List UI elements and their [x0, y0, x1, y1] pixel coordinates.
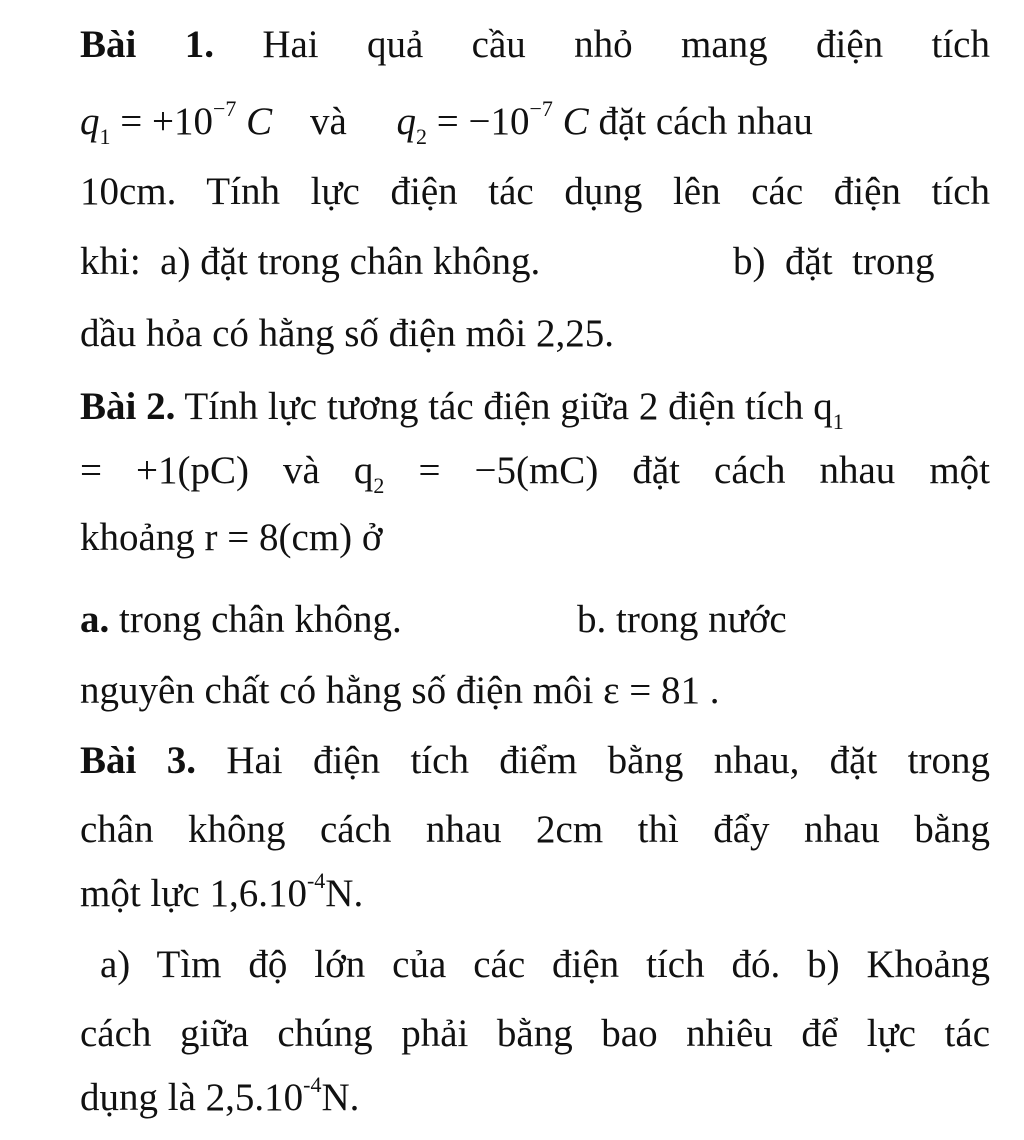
bai3-line-5	[80, 1010, 990, 1058]
bai3-line-2	[80, 806, 990, 854]
bai1-line-4	[80, 238, 990, 286]
bai1-text-1: Hai quả cầu nhỏ mang điện tích	[262, 23, 990, 66]
q2-value: = −10	[436, 100, 530, 143]
bai2-q2-subscript: 2	[373, 473, 385, 498]
bai1-line-3	[80, 168, 990, 216]
q2-unit: C	[562, 100, 589, 143]
q1-formula	[80, 96, 273, 149]
q2-exponent: −7	[529, 96, 553, 121]
bai2-text-3: khoảng r = 8(cm) ở	[80, 516, 383, 559]
q2-formula	[396, 96, 589, 149]
bai3-line-4	[100, 941, 990, 989]
bai2-text-2b: = −5(mC) đặt cách nhau một	[418, 449, 991, 492]
bai3-text-4: a) Tìm độ lớn của các điện tích đó. b) Khoảng	[100, 943, 990, 986]
bai3-text-1: Hai điện tích điểm bằng nhau, đặt trong	[226, 739, 990, 782]
bai3-text-2: chân không cách nhau 2cm thì đẩy nhau bằng	[80, 808, 990, 851]
bai1-part-b: b) đặt trong	[733, 240, 935, 283]
bai1-line-5	[80, 310, 990, 358]
bai2-part-a-text: trong chân không.	[119, 598, 402, 641]
bai3-exponent-2: -4	[303, 1072, 322, 1097]
bai3-text-6a: dụng là 2,5.10	[80, 1076, 304, 1119]
bai1-text-2: đặt cách nhau	[598, 100, 813, 143]
q1-exponent: −7	[213, 96, 237, 121]
bai1-line-1	[80, 21, 990, 69]
q2-subscript: 2	[416, 124, 427, 149]
bai2-part-a-label: a.	[80, 598, 110, 641]
q1-subscript: 1	[99, 124, 111, 149]
bai2-q1-subscript: 1	[832, 409, 844, 434]
bai3-line-6	[80, 1074, 990, 1122]
bai1-part-a: khi: a) đặt trong chân không.	[80, 240, 541, 283]
q1-value: = +10	[120, 100, 213, 143]
bai1-text-5: dầu hỏa có hằng số điện môi 2,25.	[80, 312, 614, 355]
bai1-and: và	[309, 100, 347, 143]
bai3-exponent-1: -4	[306, 868, 326, 893]
bai2-text-1: Tính lực tương tác điện giữa 2 điện tích q	[184, 385, 833, 428]
bai2-line-4	[80, 596, 990, 644]
bai2-text-2a: = +1(pC) và q	[80, 449, 374, 492]
bai3-line-1	[80, 737, 990, 785]
bai1-line-2	[80, 96, 990, 149]
bai3-text-3a: một lực 1,6.10	[80, 872, 307, 915]
bai2-part-b: b. trong nước	[577, 598, 787, 641]
bai1-heading: Bài 1.	[80, 23, 214, 66]
bai2-text-5: nguyên chất có hằng số điện môi ε = 81 .	[80, 669, 720, 712]
bai3-heading: Bài 3.	[80, 739, 196, 782]
q1-unit: C	[246, 100, 273, 143]
bai3-line-3	[80, 870, 990, 918]
q2-symbol: q	[396, 100, 416, 143]
bai2-line-5	[80, 667, 990, 715]
bai2-line-2	[80, 447, 991, 498]
bai1-text-3: 10cm. Tính lực điện tác dụng lên các điện tích	[80, 170, 990, 213]
bai3-text-5: cách giữa chúng phải bằng bao nhiêu để lực tác	[80, 1012, 990, 1055]
bai3-text-6b: N.	[321, 1076, 360, 1119]
bai2-line-1	[80, 383, 990, 434]
q1-symbol: q	[80, 100, 100, 143]
bai3-text-3b: N.	[325, 872, 364, 915]
bai2-heading: Bài 2.	[80, 385, 176, 428]
bai2-line-3	[80, 514, 990, 562]
